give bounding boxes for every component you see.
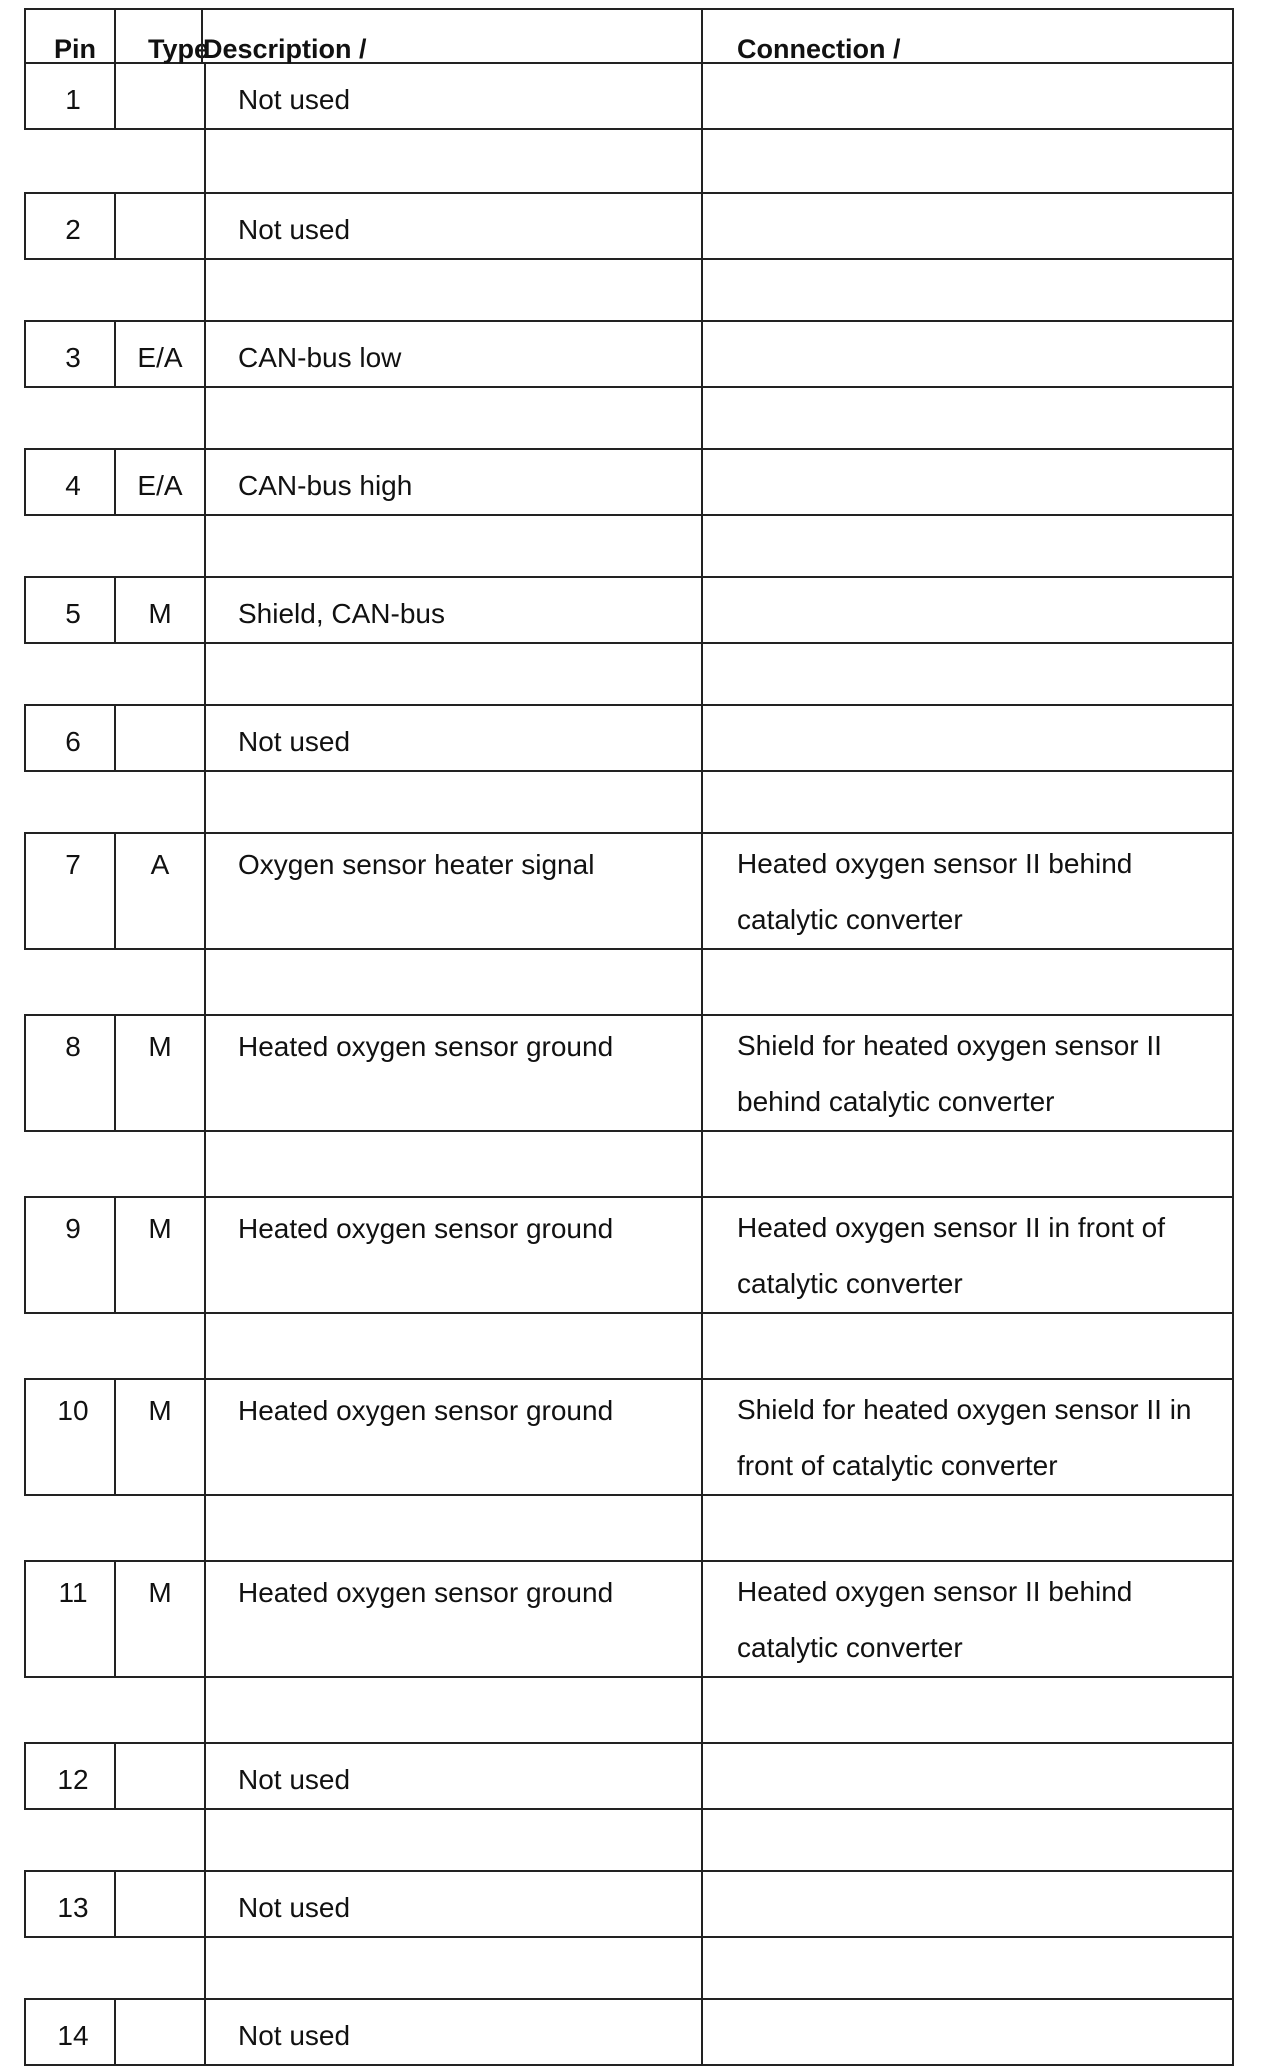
header-pin: Pin xyxy=(24,10,114,64)
type-cell xyxy=(114,64,204,130)
pin-cell: 6 xyxy=(24,704,114,772)
pin-cell: 7 xyxy=(24,832,114,950)
spacer-row xyxy=(24,512,1234,576)
spacer-description xyxy=(204,512,701,576)
spacer-description xyxy=(204,1496,701,1560)
spacer-description xyxy=(204,1934,701,1998)
spacer-empty xyxy=(24,1132,204,1196)
pin-table xyxy=(24,8,1234,2062)
spacer-connection xyxy=(701,1678,1234,1742)
spacer-row xyxy=(24,1314,1234,1378)
pin-cell: 14 xyxy=(24,1998,114,2066)
table-header xyxy=(24,8,1234,64)
spacer-empty xyxy=(24,256,204,320)
description-cell: Not used xyxy=(204,192,701,260)
spacer-row xyxy=(24,1678,1234,1742)
spacer-row xyxy=(24,1496,1234,1560)
spacer-connection xyxy=(701,1934,1234,1998)
spacer-row xyxy=(24,128,1234,192)
pin-cell: 11 xyxy=(24,1560,114,1678)
connection-cell xyxy=(701,320,1234,388)
pin-cell: 8 xyxy=(24,1014,114,1132)
type-cell: E/A xyxy=(114,448,204,516)
type-cell: M xyxy=(114,576,204,644)
pin-cell: 2 xyxy=(24,192,114,260)
spacer-description xyxy=(204,950,701,1014)
table-row xyxy=(24,1014,1234,1132)
description-cell: Heated oxygen sensor ground xyxy=(204,1560,701,1678)
table-row xyxy=(24,64,1234,128)
spacer-connection xyxy=(701,256,1234,320)
pin-cell: 5 xyxy=(24,576,114,644)
description-cell: Not used xyxy=(204,64,701,130)
table-row xyxy=(24,1196,1234,1314)
spacer-description xyxy=(204,128,701,192)
spacer-connection xyxy=(701,1496,1234,1560)
connection-cell: Shield for heated oxygen sensor II in front of catalytic converter xyxy=(701,1378,1234,1496)
spacer-empty xyxy=(24,1678,204,1742)
spacer-empty xyxy=(24,128,204,192)
table-row xyxy=(24,448,1234,512)
spacer-connection xyxy=(701,1132,1234,1196)
connection-cell xyxy=(701,576,1234,644)
table-row xyxy=(24,1742,1234,1806)
spacer-description xyxy=(204,768,701,832)
pin-cell: 9 xyxy=(24,1196,114,1314)
description-cell: Not used xyxy=(204,1998,701,2066)
spacer-connection xyxy=(701,768,1234,832)
type-cell: M xyxy=(114,1014,204,1132)
spacer-connection xyxy=(701,128,1234,192)
spacer-description xyxy=(204,1806,701,1870)
spacer-row xyxy=(24,768,1234,832)
spacer-row xyxy=(24,950,1234,1014)
spacer-description xyxy=(204,256,701,320)
table-row xyxy=(24,1870,1234,1934)
connection-cell xyxy=(701,1998,1234,2066)
spacer-row xyxy=(24,384,1234,448)
type-cell: M xyxy=(114,1196,204,1314)
type-cell: M xyxy=(114,1560,204,1678)
pin-cell: 1 xyxy=(24,64,114,130)
table-body xyxy=(24,64,1234,2062)
spacer-connection xyxy=(701,1314,1234,1378)
description-cell: CAN-bus high xyxy=(204,448,701,516)
connection-cell xyxy=(701,192,1234,260)
type-cell xyxy=(114,1998,204,2066)
spacer-empty xyxy=(24,1806,204,1870)
connection-cell xyxy=(701,704,1234,772)
type-cell: A xyxy=(114,832,204,950)
spacer-row xyxy=(24,256,1234,320)
spacer-row xyxy=(24,1806,1234,1870)
description-cell: Heated oxygen sensor ground xyxy=(204,1014,701,1132)
table-row xyxy=(24,704,1234,768)
table-row xyxy=(24,1378,1234,1496)
pin-cell: 4 xyxy=(24,448,114,516)
spacer-row xyxy=(24,640,1234,704)
spacer-empty xyxy=(24,950,204,1014)
spacer-connection xyxy=(701,1806,1234,1870)
spacer-empty xyxy=(24,768,204,832)
type-cell xyxy=(114,1742,204,1810)
table-row xyxy=(24,1560,1234,1678)
description-cell: Heated oxygen sensor ground xyxy=(204,1196,701,1314)
spacer-description xyxy=(204,1314,701,1378)
spacer-empty xyxy=(24,1934,204,1998)
header-connection: Connection / xyxy=(701,10,1234,64)
connection-cell xyxy=(701,64,1234,130)
type-cell xyxy=(114,704,204,772)
spacer-empty xyxy=(24,1496,204,1560)
pin-cell: 13 xyxy=(24,1870,114,1938)
spacer-row xyxy=(24,1934,1234,1998)
description-cell: Not used xyxy=(204,1870,701,1938)
header-description: Description / xyxy=(201,10,701,64)
spacer-empty xyxy=(24,640,204,704)
spacer-description xyxy=(204,1132,701,1196)
pin-cell: 10 xyxy=(24,1378,114,1496)
spacer-empty xyxy=(24,1314,204,1378)
connection-cell: Shield for heated oxygen sensor II behind catalytic converter xyxy=(701,1014,1234,1132)
pin-cell: 12 xyxy=(24,1742,114,1810)
spacer-connection xyxy=(701,512,1234,576)
description-cell: Oxygen sensor heater signal xyxy=(204,832,701,950)
table-row xyxy=(24,1998,1234,2062)
table-row xyxy=(24,192,1234,256)
header-type: Type xyxy=(114,10,204,64)
table-row xyxy=(24,320,1234,384)
spacer-description xyxy=(204,384,701,448)
table-row xyxy=(24,832,1234,950)
description-cell: Not used xyxy=(204,1742,701,1810)
connection-cell xyxy=(701,1742,1234,1810)
connection-cell: Heated oxygen sensor II behind catalytic converter xyxy=(701,1560,1234,1678)
table-row xyxy=(24,576,1234,640)
type-cell: M xyxy=(114,1378,204,1496)
spacer-connection xyxy=(701,950,1234,1014)
type-cell xyxy=(114,1870,204,1938)
connection-cell: Heated oxygen sensor II behind catalytic converter xyxy=(701,832,1234,950)
spacer-row xyxy=(24,1132,1234,1196)
spacer-connection xyxy=(701,640,1234,704)
connection-cell: Heated oxygen sensor II in front of catalytic converter xyxy=(701,1196,1234,1314)
type-cell xyxy=(114,192,204,260)
connection-cell xyxy=(701,1870,1234,1938)
spacer-description xyxy=(204,640,701,704)
description-cell: Shield, CAN-bus xyxy=(204,576,701,644)
description-cell: CAN-bus low xyxy=(204,320,701,388)
description-cell: Heated oxygen sensor ground xyxy=(204,1378,701,1496)
description-cell: Not used xyxy=(204,704,701,772)
type-cell: E/A xyxy=(114,320,204,388)
pin-cell: 3 xyxy=(24,320,114,388)
connection-cell xyxy=(701,448,1234,516)
spacer-empty xyxy=(24,384,204,448)
spacer-description xyxy=(204,1678,701,1742)
spacer-empty xyxy=(24,512,204,576)
spacer-connection xyxy=(701,384,1234,448)
